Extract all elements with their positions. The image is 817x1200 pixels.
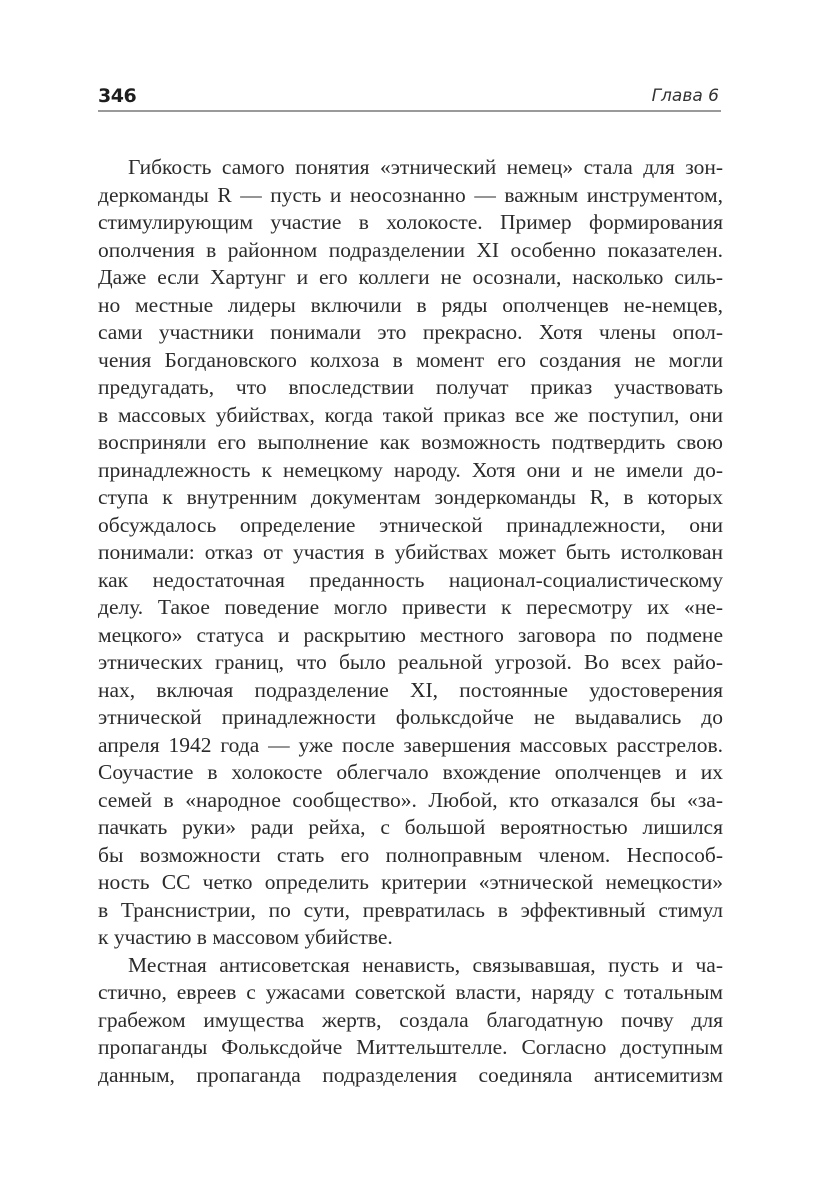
text-line: Соучастие в холокосте облегчало вхождение ополченцев и их (98, 760, 723, 784)
text-line: как недостаточная преданность национал-социалистическому (98, 567, 723, 592)
text-line: пачкать руки» ради рейха, с большой вероятностью лишился (98, 815, 723, 839)
paragraph (98, 952, 723, 1090)
text-line: грабежом имущества жертв, создала благодатную почву для (98, 1007, 723, 1032)
body-text (98, 154, 723, 1089)
text-line: в Транснистрии, по сути, превратилась в эффективный стимул (98, 897, 723, 922)
page-header (98, 84, 721, 112)
paragraph (98, 154, 723, 952)
text-line: восприняли его выполнение как возможность подтвердить свою (98, 430, 723, 454)
text-line: ополчения в районном подразделении XI особенно показателен. (98, 237, 723, 262)
text-line: но местные лидеры включили в ряды ополченцев не-немцев, (98, 292, 723, 317)
text-line: ступа к внутренним документам зондеркоманды R, в которых (98, 485, 723, 509)
text-line: сами участники понимали это прекрасно. Хотя члены опол- (98, 320, 723, 344)
text-line: этнической принадлежности фольксдойче не выдавались до (98, 705, 723, 729)
text-line: бы возможности стать его полноправным членом. Неспособ- (98, 842, 723, 867)
text-line: пропаганды Фольксдойче Миттельштелле. Согласно доступным (98, 1035, 723, 1059)
text-line: нах, включая подразделение XI, постоянные удостоверения (98, 677, 723, 702)
text-line: к участию в массовом убийстве. (98, 925, 393, 949)
text-line: семей в «народное сообщество». Любой, кто отказался бы «за- (98, 787, 723, 812)
text-line: принадлежность к немецкому народу. Хотя они и не имели до- (98, 457, 723, 482)
text-line: данным, пропаганда подразделения соединяла антисемитизм (98, 1062, 723, 1087)
page-number: 346 (98, 85, 137, 107)
text-line: Даже если Хартунг и его коллеги не осознали, насколько силь- (98, 265, 723, 289)
text-line: этнических границ, что было реальной угрозой. Во всех райо- (98, 650, 723, 674)
running-head: Глава 6 (651, 86, 719, 106)
text-line: делу. Такое поведение могло привести к пересмотру их «не- (98, 595, 723, 619)
text-line: стимулирующим участие в холокосте. Пример формирования (98, 210, 723, 234)
text-line: понимали: отказ от участия в убийствах может быть истолкован (98, 540, 723, 564)
text-line: обсуждалось определение этнической принадлежности, они (98, 512, 723, 537)
text-line: апреля 1942 года — уже после завершения массовых расстрелов. (98, 732, 723, 757)
text-line: мецкого» статуса и раскрытию местного заговора по подмене (98, 622, 723, 647)
text-line: стично, евреев с ужасами советской власти, наряду с тотальным (98, 980, 723, 1004)
text-line: деркоманды R — пусть и неосознанно — важным инструментом, (98, 182, 723, 207)
text-line: Гибкость самого понятия «этнический немец» стала для зон- (128, 155, 723, 179)
text-line: чения Богдановского колхоза в момент его создания не могли (98, 347, 723, 372)
text-line: в массовых убийствах, когда такой приказ все же поступил, они (98, 402, 723, 427)
text-line: Местная антисоветская ненависть, связывавшая, пусть и ча- (128, 952, 723, 977)
text-line: предугадать, что впоследствии получат приказ участвовать (98, 375, 723, 399)
text-line: ность СС четко определить критерии «этнической немецкости» (98, 870, 723, 894)
